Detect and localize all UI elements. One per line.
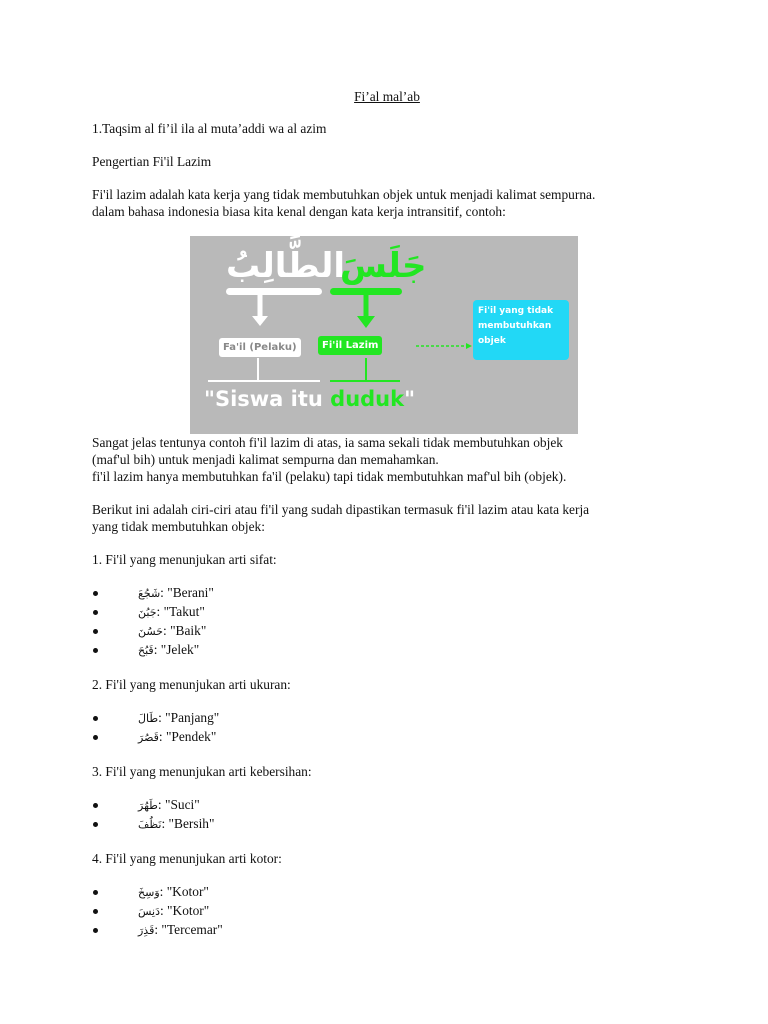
arabic-word: قَصُرَ bbox=[138, 731, 159, 744]
section-heading-ukuran: 2. Fi'il yang menunjukan arti ukuran: bbox=[92, 677, 291, 692]
document-title: Fi’al mal’ab bbox=[354, 89, 420, 104]
arabic-word: جَبُنَ bbox=[138, 606, 157, 619]
caption-end-quote: " bbox=[404, 387, 416, 411]
meaning: : "Takut" bbox=[156, 604, 205, 619]
ukuran-list bbox=[92, 709, 682, 747]
caption-green-part: duduk bbox=[330, 387, 405, 411]
fail-pelaku-box: Fa'il (Pelaku) bbox=[219, 338, 301, 357]
ciri-paragraph bbox=[92, 501, 682, 535]
list-item bbox=[92, 796, 682, 815]
explanation-paragraph bbox=[92, 434, 682, 485]
ciri-line: yang tidak membutuhkan objek: bbox=[92, 519, 265, 534]
arabic-fiil-word: جَلَسَ bbox=[340, 246, 427, 286]
explanation-line: Sangat jelas tentunya contoh fi'il lazim di atas, ia sama sekali tidak membutuhkan objek bbox=[92, 435, 563, 450]
intro-line: Fi'il lazim adalah kata kerja yang tidak membutuhkan objek untuk menjadi kalimat sempurna. bbox=[92, 187, 596, 202]
fiil-lazim-box: Fi'il Lazim bbox=[318, 336, 382, 355]
meaning: : "Suci" bbox=[157, 797, 200, 812]
arabic-word: طَالَ bbox=[138, 712, 159, 725]
arabic-word: قَذِرَ bbox=[138, 924, 155, 937]
meaning: : "Panjang" bbox=[158, 710, 220, 725]
arabic-word: نَظُفَ bbox=[138, 818, 162, 831]
list-item bbox=[92, 641, 682, 660]
meaning: : "Bersih" bbox=[161, 816, 215, 831]
kotor-list bbox=[92, 883, 682, 940]
list-item bbox=[92, 584, 682, 603]
meaning: : "Kotor" bbox=[159, 884, 209, 899]
arabic-word: شَجُعَ bbox=[138, 587, 161, 600]
intro-line: dalam bahasa indonesia biasa kita kenal dengan kata kerja intransitif, contoh: bbox=[92, 204, 506, 219]
arabic-fail-word: الطَّالِبُ bbox=[226, 246, 346, 286]
list-item bbox=[92, 883, 682, 902]
document-page bbox=[92, 88, 682, 940]
list-item bbox=[92, 902, 682, 921]
kebersihan-list bbox=[92, 796, 682, 834]
list-item bbox=[92, 622, 682, 641]
siswa-itu-duduk-caption bbox=[204, 386, 415, 412]
explanation-line: (maf'ul bih) untuk menjadi kalimat sempurna dan memahamkan. bbox=[92, 452, 439, 467]
arabic-word: قَبُحَ bbox=[138, 644, 154, 657]
explanation-line: fi'il lazim hanya membutuhkan fa'il (pelaku) tapi tidak membutuhkan maf'ul bih (objek). bbox=[92, 469, 567, 484]
arabic-word: حَسُنَ bbox=[138, 625, 163, 638]
tidak-membutuhkan-objek-box: Fi'il yang tidak membutuhkan objek bbox=[473, 300, 569, 360]
list-item bbox=[92, 921, 682, 940]
meaning: : "Jelek" bbox=[153, 642, 200, 657]
list-item bbox=[92, 728, 682, 747]
section-heading-sifat: 1. Fi'il yang menunjukan arti sifat: bbox=[92, 552, 277, 567]
list-item bbox=[92, 815, 682, 834]
ciri-line: Berikut ini adalah ciri-ciri atau fi'il yang sudah dipastikan termasuk fi'il lazim atau kata kerja bbox=[92, 502, 590, 517]
list-item bbox=[92, 603, 682, 622]
arabic-word: وَسِخَ bbox=[138, 886, 160, 899]
meaning: : "Berani" bbox=[160, 585, 214, 600]
heading-taqsim: 1.Taqsim al fi’il ila al muta’addi wa al azim bbox=[92, 121, 327, 136]
meaning: : "Kotor" bbox=[159, 903, 210, 918]
section-heading-kotor: 4. Fi'il yang menunjukan arti kotor: bbox=[92, 851, 282, 866]
intro-paragraph bbox=[92, 186, 682, 220]
list-item bbox=[92, 709, 682, 728]
fiil-lazim-diagram bbox=[190, 236, 578, 434]
arabic-word: طَهُرَ bbox=[138, 799, 158, 812]
sifat-list bbox=[92, 584, 682, 660]
heading-pengertian: Pengertian Fi'il Lazim bbox=[92, 154, 212, 169]
caption-white-part: "Siswa itu bbox=[204, 387, 331, 411]
arabic-word: دَنِسَ bbox=[138, 905, 160, 918]
meaning: : "Pendek" bbox=[158, 729, 217, 744]
section-heading-kebersihan: 3. Fi'il yang menunjukan arti kebersihan: bbox=[92, 764, 312, 779]
meaning: : "Tercemar" bbox=[154, 922, 223, 937]
meaning: : "Baik" bbox=[163, 623, 207, 638]
